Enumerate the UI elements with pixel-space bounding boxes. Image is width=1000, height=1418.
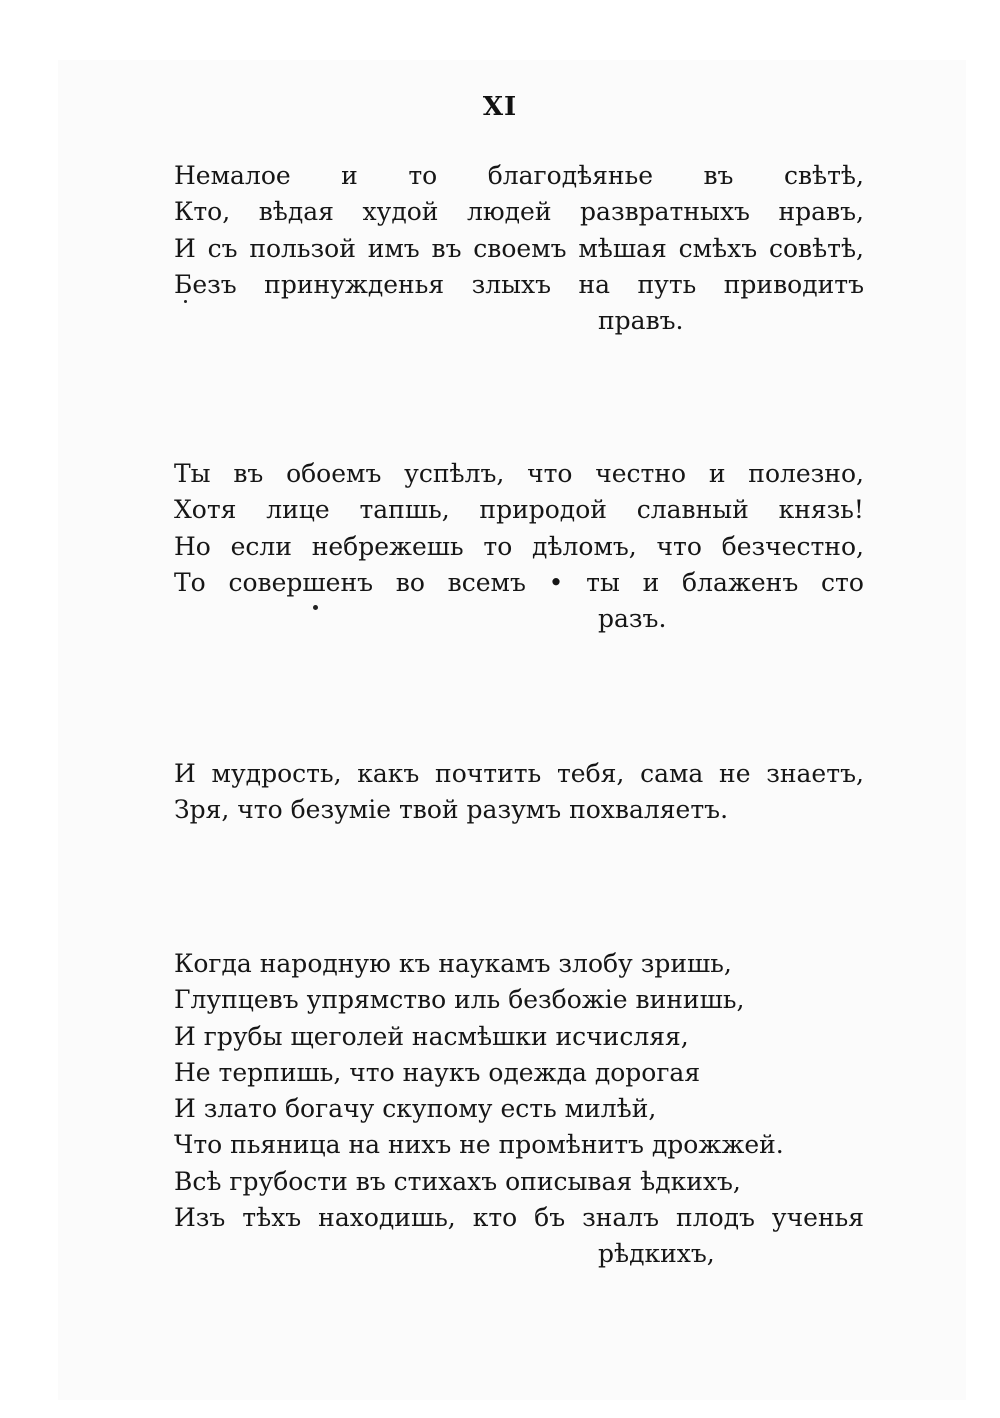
verse-word: небрежешь <box>311 531 464 561</box>
verse-word: мѣшая <box>578 233 667 263</box>
verse-word: не <box>719 759 751 788</box>
verse-word: знаетъ, <box>766 759 864 788</box>
verse-word: имъ <box>367 233 420 263</box>
verse-word: князь! <box>778 495 864 525</box>
verse-line <box>174 267 864 303</box>
verse-word: блаженъ <box>682 567 799 597</box>
verse-word: свѣтѣ, <box>783 161 864 190</box>
verse-word: И <box>174 233 196 263</box>
verse-word: въ <box>233 459 264 488</box>
verse-word: во <box>395 567 425 597</box>
verse-word: смѣхъ <box>678 233 758 263</box>
verse-word: и <box>708 459 726 488</box>
verse-word: худой <box>362 197 439 227</box>
verse-word: пользой <box>249 233 356 263</box>
verse-word: Ты <box>174 459 211 488</box>
verse-word: успѣлъ, <box>404 459 505 488</box>
verse-word: Безъ <box>174 269 237 299</box>
verse-word: вѣдая <box>258 197 334 227</box>
stanza-4 <box>174 946 864 1273</box>
stanza-3 <box>174 756 864 829</box>
verse-word: тѣхъ <box>242 1203 302 1233</box>
section-heading: XI <box>482 92 518 122</box>
verse-word: тапшь, <box>359 495 450 525</box>
verse-line <box>174 529 864 565</box>
verse-word: находишь, <box>318 1203 456 1233</box>
verse-word: и <box>341 161 358 190</box>
verse-line: И злато богачу скупому есть милѣй, <box>174 1094 657 1124</box>
verse-word: мудрость, <box>211 759 342 788</box>
ink-speck <box>313 605 318 610</box>
verse-word: полезно, <box>748 459 864 488</box>
verse-word: развратныхъ <box>580 197 750 227</box>
verse-word: всемъ <box>447 567 526 597</box>
verse-line <box>174 565 864 601</box>
verse-turnover: рѣдкихъ, <box>598 1239 715 1269</box>
verse-line <box>174 231 864 267</box>
verse-word: совершенъ <box>228 567 374 597</box>
verse-word: И <box>174 759 196 788</box>
verse-word: лице <box>266 495 330 525</box>
verse-word: Кто, <box>174 197 231 227</box>
verse-line <box>174 1200 864 1236</box>
verse-word: славный <box>636 495 749 525</box>
verse-line <box>174 456 864 492</box>
verse-word: то <box>483 531 513 561</box>
verse-word: Немалое <box>174 161 291 190</box>
verse-line: Когда народную къ наукамъ злобу зришь, <box>174 949 732 978</box>
verse-word: и <box>642 567 660 597</box>
verse-word: ты <box>586 567 620 597</box>
verse-word: какъ <box>357 759 420 788</box>
verse-line: И грубы щеголей насмѣшки исчисляя, <box>174 1021 689 1051</box>
verse-word: что <box>527 459 573 488</box>
verse-line <box>174 756 864 792</box>
verse-word: совѣтѣ, <box>768 233 864 263</box>
verse-word: людей <box>466 197 552 227</box>
verse-turnover: разъ. <box>598 604 667 634</box>
verse-word: плодъ <box>676 1203 755 1233</box>
verse-word: сама <box>640 759 704 788</box>
verse-word: зналъ <box>582 1203 660 1233</box>
verse-word: почтить <box>435 759 542 788</box>
verse-word: въ <box>703 161 734 190</box>
verse-word: принужденья <box>264 269 445 299</box>
verse-word: своемъ <box>473 233 567 263</box>
verse-word: честно <box>595 459 687 488</box>
verse-line: Не терпишь, что наукъ одежда дорогая <box>174 1057 701 1087</box>
verse-word: что <box>656 531 702 561</box>
verse-word: дѣломъ, <box>532 531 637 561</box>
verse-line: Что пьяница на нихъ не промѣнитъ дрожжей. <box>174 1130 784 1160</box>
verse-word: то <box>408 161 438 190</box>
verse-word: если <box>230 531 292 561</box>
verse-word: обоемъ <box>286 459 382 488</box>
verse-word: на <box>578 269 611 299</box>
verse-word: безчестно, <box>721 531 864 561</box>
verse-word: приводитъ <box>723 269 864 299</box>
verse-word: кто <box>472 1203 518 1233</box>
verse-word: тебя, <box>556 759 625 788</box>
verse-turnover: правъ. <box>598 306 684 336</box>
verse-word: Изъ <box>174 1203 226 1233</box>
ink-speck <box>184 300 187 303</box>
verse-word: съ <box>207 233 238 263</box>
verse-line: Зря, что безумiе твой разумъ похваляетъ. <box>174 795 729 825</box>
verse-word: въ <box>431 233 462 263</box>
verse-line <box>174 194 864 230</box>
verse-line <box>174 158 864 194</box>
verse-word: природой <box>479 495 607 525</box>
verse-word: путь <box>637 269 697 299</box>
verse-word: • <box>548 567 564 597</box>
stanza-2 <box>174 456 864 637</box>
verse-word: нравъ, <box>778 197 864 227</box>
verse-word: сто <box>821 567 864 597</box>
verse-line <box>174 492 864 528</box>
verse-word: ученья <box>771 1203 864 1233</box>
verse-line: Всѣ грубости въ стихахъ описывая ѣдкихъ, <box>174 1166 741 1196</box>
verse-word: Хотя <box>174 495 237 525</box>
verse-word: То <box>174 567 206 597</box>
verse-word: злыхъ <box>471 269 551 299</box>
verse-word: Но <box>174 531 211 561</box>
verse-word: благодѣянье <box>487 161 653 190</box>
stanza-1 <box>174 158 864 339</box>
verse-word: бъ <box>534 1203 566 1233</box>
verse-line: Глупцевъ упрямство иль безбожiе винишь, <box>174 985 745 1015</box>
